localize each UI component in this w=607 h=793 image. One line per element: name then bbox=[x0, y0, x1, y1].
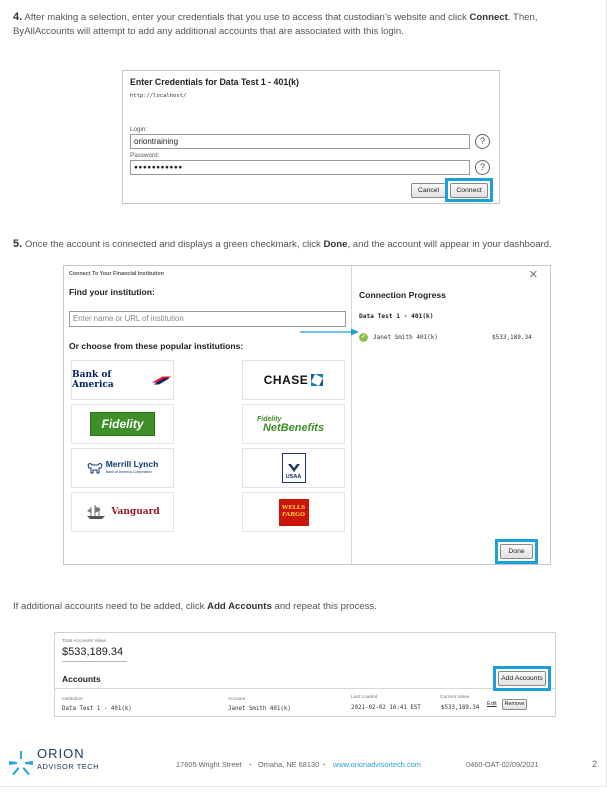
institution-usaa[interactable] bbox=[242, 448, 345, 488]
row-account: Janet Smith 401(k) bbox=[228, 706, 291, 712]
accounts-divider bbox=[55, 688, 555, 689]
progress-amount: $533,189.34 bbox=[492, 334, 532, 341]
step-text: Once the account is connected and displays a green checkmark, click bbox=[22, 239, 324, 250]
step-number: 4. bbox=[13, 11, 23, 23]
credentials-dialog bbox=[122, 70, 500, 204]
add-accounts-highlight bbox=[493, 666, 551, 691]
total-value: $533,189.34 bbox=[62, 646, 124, 658]
wells-logo-bottom: FARGO bbox=[281, 512, 306, 518]
note-bold: Add Accounts bbox=[207, 601, 272, 612]
merrill-logo-top: Merrill Lynch bbox=[105, 459, 159, 469]
step-text: , and the account will appear in your dashboard. bbox=[347, 239, 552, 250]
institution-netbenefits[interactable] bbox=[242, 404, 345, 444]
footer-separator: • bbox=[249, 760, 252, 769]
edit-link[interactable]: Edit bbox=[487, 701, 497, 707]
column-last-loaded: Last Loaded bbox=[351, 695, 378, 700]
remove-button[interactable]: Remove bbox=[502, 699, 527, 710]
institution-vanguard[interactable] bbox=[71, 492, 174, 532]
step-4-text bbox=[13, 10, 598, 39]
fidelity-logo bbox=[90, 412, 154, 436]
popular-heading: Or choose from these popular institutions: bbox=[69, 341, 244, 351]
institution-chase[interactable] bbox=[242, 360, 345, 400]
institution-wells-fargo[interactable] bbox=[242, 492, 345, 532]
bank-of-america-logo-text: Bank of America bbox=[72, 370, 114, 390]
total-label: Total Accounts Value bbox=[62, 639, 107, 644]
orion-star-icon bbox=[8, 750, 34, 776]
wells-logo-top: WELLS bbox=[281, 505, 306, 511]
add-accounts-note bbox=[13, 600, 598, 614]
accounts-panel bbox=[54, 632, 556, 717]
password-input[interactable]: ●●●●●●●●●●● bbox=[130, 160, 470, 175]
total-underline bbox=[62, 661, 127, 662]
column-institution: Institution bbox=[62, 697, 83, 702]
row-current-value: $533,189.34 bbox=[441, 705, 480, 711]
chase-octagon-icon bbox=[311, 374, 323, 386]
footer-logo-top: ORION bbox=[37, 746, 85, 761]
dialog-title: Enter Credentials for Data Test 1 - 401(k) bbox=[130, 77, 299, 87]
footer-page-number: 2 bbox=[592, 759, 598, 769]
column-account: Account bbox=[228, 697, 246, 702]
connect-highlight bbox=[445, 178, 493, 202]
step-text: After making a selection, enter your credentials that you use to access that custodian’s website and click bbox=[22, 12, 470, 23]
footer-separator: • bbox=[323, 760, 326, 769]
step-number: 5. bbox=[13, 238, 23, 250]
login-help-icon[interactable]: ? bbox=[475, 134, 490, 149]
progress-institution: Data Test 1 - 401(k) bbox=[359, 313, 434, 320]
password-help-icon[interactable]: ? bbox=[475, 160, 490, 175]
row-institution: Data Test 1 - 401(k) bbox=[62, 706, 132, 712]
wells-fargo-logo bbox=[279, 499, 309, 526]
close-icon[interactable]: × bbox=[529, 266, 538, 283]
netbenefits-logo-bottom: NetBenefits bbox=[262, 422, 325, 434]
institution-dialog bbox=[63, 265, 551, 565]
step-5-text bbox=[13, 237, 598, 252]
institution-search-input[interactable]: Enter name or URL of institution bbox=[69, 311, 346, 327]
check-icon: ✓ bbox=[360, 334, 367, 340]
add-accounts-button[interactable]: Add Accounts bbox=[498, 671, 546, 686]
merrill-bull-icon bbox=[87, 461, 103, 475]
column-current-value: Current Value bbox=[440, 695, 470, 700]
institution-bank-of-america[interactable] bbox=[71, 360, 174, 400]
dialog-header: Connect To Your Financial Institution bbox=[69, 271, 164, 277]
usaa-logo-text: USAA bbox=[285, 474, 302, 480]
progress-account: Janet Smith 401(k) bbox=[373, 334, 439, 341]
progress-heading: Connection Progress bbox=[359, 290, 446, 300]
usaa-logo bbox=[282, 453, 306, 483]
done-button[interactable]: Done bbox=[500, 544, 533, 559]
footer-address: 17605 Wright Street bbox=[176, 760, 242, 769]
login-label: Login: bbox=[130, 126, 148, 133]
cancel-button[interactable]: Cancel bbox=[411, 183, 446, 198]
institution-fidelity[interactable] bbox=[71, 404, 174, 444]
accounts-heading: Accounts bbox=[62, 674, 101, 684]
netbenefits-logo-top: Fidelity bbox=[257, 416, 282, 423]
step-bold: Done bbox=[323, 239, 348, 250]
footer-city: Omaha, NE 68130 bbox=[258, 760, 320, 769]
connect-button[interactable]: Connect bbox=[450, 183, 488, 198]
password-label: Password: bbox=[130, 152, 160, 159]
usaa-eagle-icon bbox=[287, 462, 301, 474]
step-bold: Connect bbox=[469, 12, 508, 23]
merrill-logo-bottom: Bank of America Corporation bbox=[105, 470, 152, 474]
step-text: . Then, ByAllAccounts will attempt to add any additional accounts that are associated with this login. bbox=[13, 12, 538, 37]
bank-of-america-flag-icon bbox=[150, 374, 173, 386]
dialog-divider bbox=[351, 266, 352, 564]
login-input[interactable]: oriontraining bbox=[130, 134, 470, 149]
fidelity-logo-text: Fidelity bbox=[101, 417, 144, 431]
note-text: If additional accounts need to be added, click bbox=[13, 601, 208, 612]
note-text: and repeat this process. bbox=[271, 601, 377, 612]
vanguard-logo-text: Vanguard bbox=[111, 507, 160, 517]
footer-logo-bottom: ADVISOR TECH bbox=[37, 762, 100, 771]
vanguard-ship-icon bbox=[85, 504, 107, 520]
merrill-logo-text bbox=[106, 460, 159, 476]
row-last-loaded: 2021-02-02 16:41 EST bbox=[351, 705, 421, 711]
done-highlight bbox=[495, 539, 538, 564]
arrow-pointer-icon bbox=[300, 328, 360, 336]
institution-merrill-lynch[interactable] bbox=[71, 448, 174, 488]
chase-logo-text: CHASE bbox=[263, 373, 309, 387]
dialog-url: http://localhost/ bbox=[130, 93, 187, 99]
footer-website-link[interactable]: www.orionadvisortech.com bbox=[333, 760, 421, 769]
footer-doc-code: 0460-OAT-02/09/2021 bbox=[466, 760, 539, 769]
find-heading: Find your institution: bbox=[69, 287, 155, 297]
